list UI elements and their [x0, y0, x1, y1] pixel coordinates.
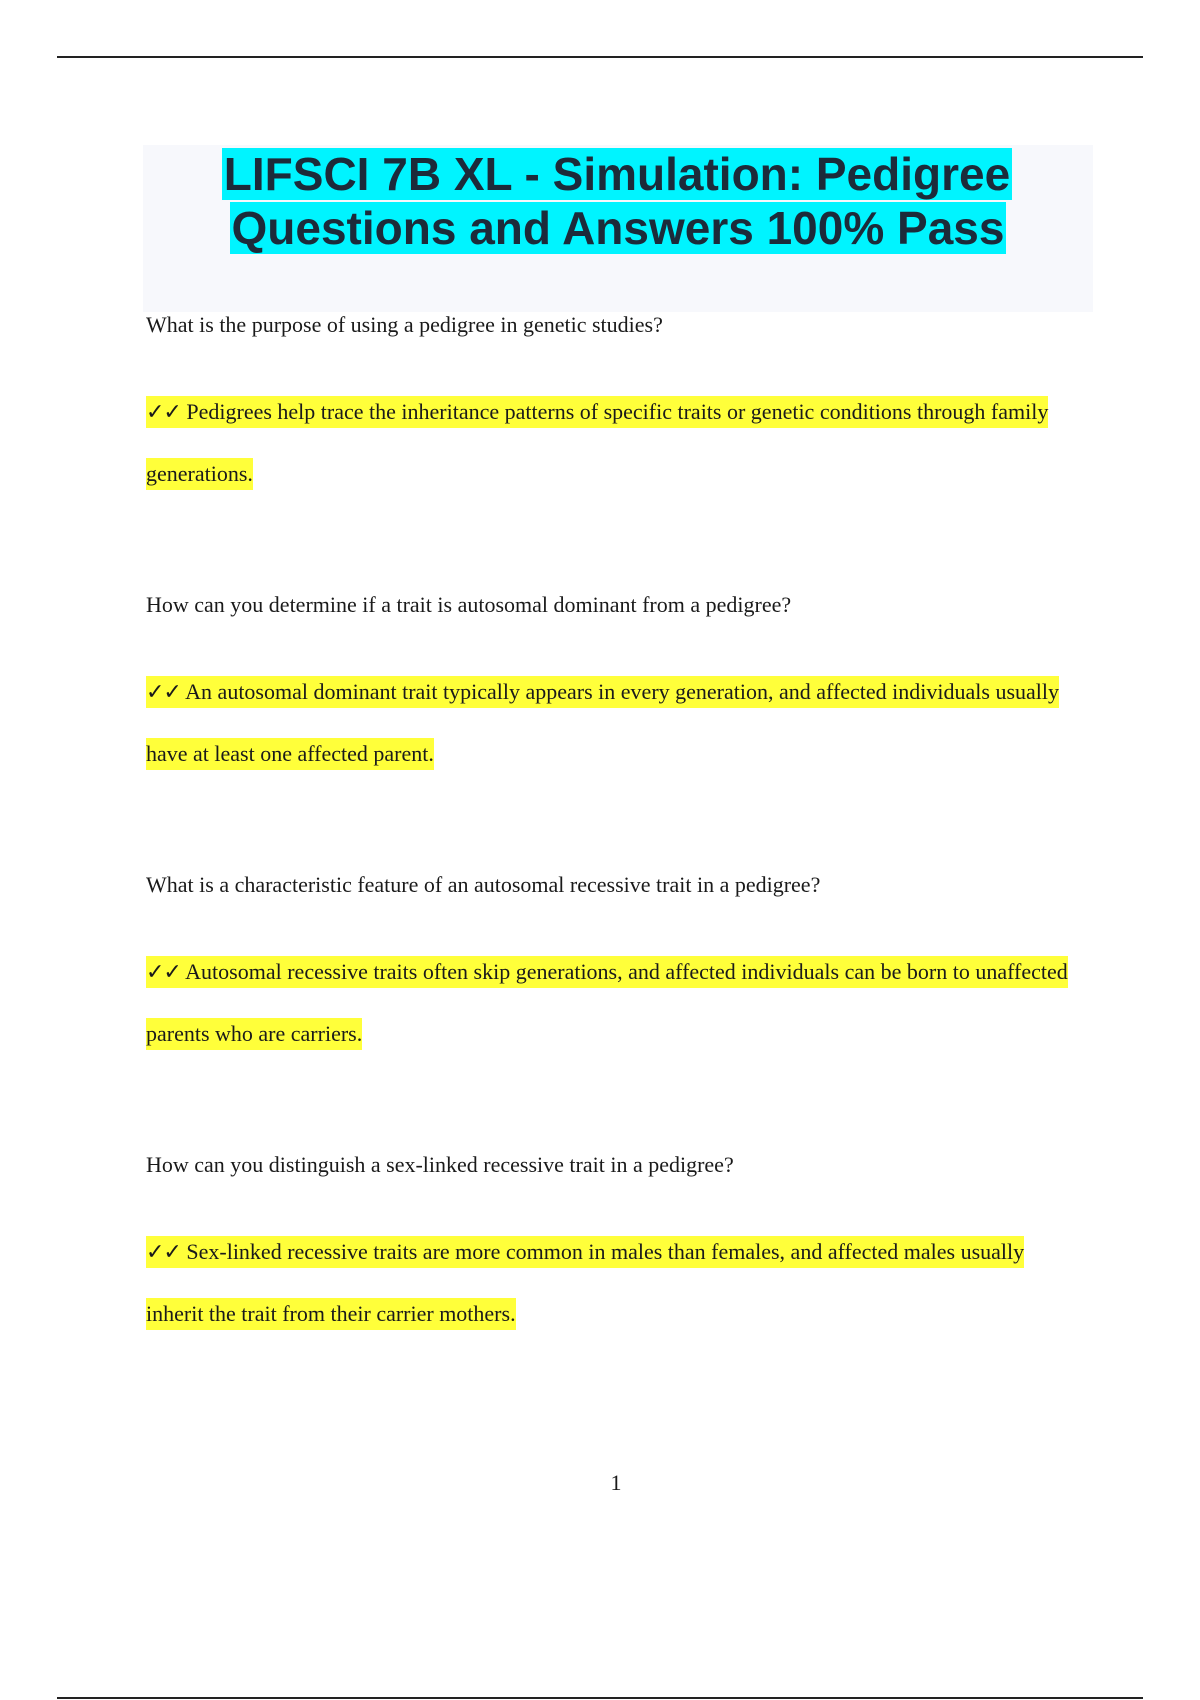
page-number: 1: [610, 1470, 622, 1495]
title-banner: [143, 145, 1093, 312]
question-text: What is the purpose of using a pedigree in genetic studies?: [146, 312, 663, 337]
document-title: [222, 148, 1012, 254]
qa-item-2: [146, 591, 1076, 784]
qa-item-3: [146, 871, 1076, 1064]
check-mark-icon: ✓✓: [146, 1240, 181, 1265]
answer-text: [146, 1221, 1076, 1344]
question-text: How can you determine if a trait is autosomal dominant from a pedigree?: [146, 592, 792, 617]
question-text: What is a characteristic feature of an autosomal recessive trait in a pedigree?: [146, 872, 821, 897]
answer-body: Pedigrees help trace the inheritance patterns of specific traits or genetic conditions through family generations.: [146, 399, 1049, 486]
check-mark-icon: ✓✓: [146, 960, 181, 985]
qa-item-4: [146, 1151, 1076, 1344]
check-mark-icon: ✓✓: [146, 400, 181, 425]
title-line-2: Questions and Answers 100% Pass: [231, 202, 1005, 254]
answer-body: An autosomal dominant trait typically appears in every generation, and affected individuals usually have at least one affected parent.: [146, 679, 1060, 766]
qa-item-1: [146, 311, 1076, 504]
answer-text: [146, 941, 1076, 1064]
footer-rule: [57, 1697, 1143, 1699]
answer-text: [146, 661, 1076, 784]
answer-text: [146, 381, 1076, 504]
check-mark-icon: ✓✓: [146, 680, 181, 705]
answer-body: Sex-linked recessive traits are more common in males than females, and affected males usually inherit the trait from their carrier mothers.: [146, 1239, 1025, 1326]
header-rule: [57, 56, 1143, 58]
answer-body: Autosomal recessive traits often skip generations, and affected individuals can be born to unaffected parents who are carriers.: [146, 959, 1068, 1046]
title-line-1: LIFSCI 7B XL - Simulation: Pedigree: [223, 148, 1011, 200]
question-text: How can you distinguish a sex-linked recessive trait in a pedigree?: [146, 1152, 734, 1177]
